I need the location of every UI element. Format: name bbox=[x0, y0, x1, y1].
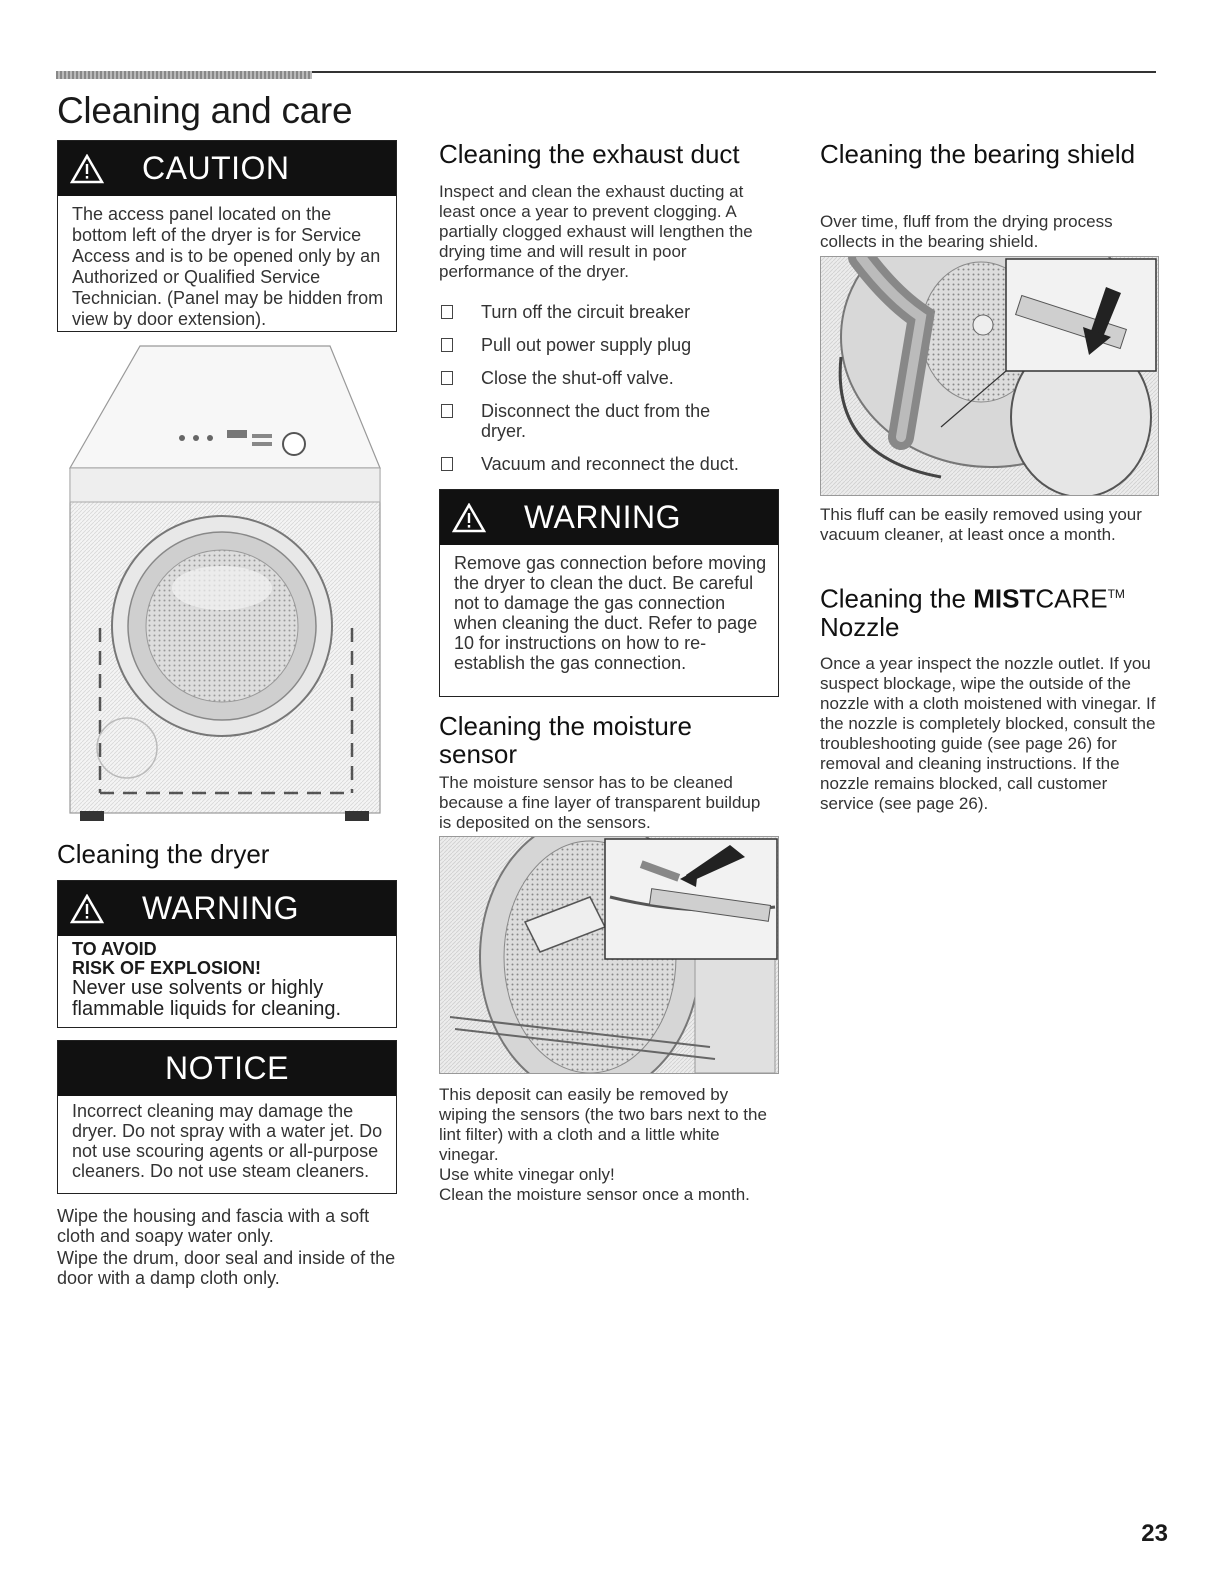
moisture-after-2: Use white vinegar only! bbox=[439, 1165, 615, 1184]
exhaust-steps-list bbox=[439, 302, 779, 487]
notice-text: Incorrect cleaning may damage the dryer. Do not spray with a water jet. Do not use scouring agents or all-purpose cleaners. Do not use steam cleaners. bbox=[72, 1101, 383, 1181]
exhaust-duct-intro: Inspect and clean the exhaust ducting at least once a year to prevent clogging. A partially clogged exhaust will lengthen the drying time and will result in poor performance of the dryer. bbox=[439, 182, 753, 281]
checkbox-icon bbox=[441, 457, 453, 471]
checkbox-icon bbox=[441, 404, 453, 418]
duct-warning-box bbox=[439, 489, 779, 697]
caution-box bbox=[57, 140, 397, 332]
mistcare-heading: Cleaning the MISTCARE™ Nozzle bbox=[820, 583, 1125, 642]
warning-line-2: RISK OF EXPLOSION! bbox=[72, 958, 262, 978]
list-item: Turn off the circuit breaker bbox=[439, 302, 779, 322]
checkbox-icon bbox=[441, 338, 453, 352]
warning-triangle-icon bbox=[70, 894, 104, 924]
page-number: 23 bbox=[1141, 1520, 1168, 1547]
dryer-illustration bbox=[62, 338, 387, 828]
moisture-after-1: This deposit can easily be removed by wiping the sensors (the two bars next to the lint filter) with a cloth and a little white vinegar. bbox=[439, 1085, 767, 1164]
dryer-warning-header bbox=[58, 881, 396, 936]
bearing-shield-illustration bbox=[820, 256, 1159, 496]
warning-line-1: TO AVOID bbox=[72, 939, 157, 959]
mistcare-text: Once a year inspect the nozzle outlet. If you suspect blockage, wipe the outside of the nozzle with a cloth moistened with vinegar. If the nozzle is completely blocked, consult the troubleshooting guide (see page 26) for removal and cleaning instructions. If the nozzle remains blocked, call customer service (see page 26). bbox=[820, 654, 1156, 813]
caution-label: CAUTION bbox=[142, 150, 290, 186]
list-item: Close the shut-off valve. bbox=[439, 368, 779, 388]
caution-header bbox=[58, 141, 396, 196]
dryer-para-1: Wipe the housing and fascia with a soft cloth and soapy water only. bbox=[57, 1206, 370, 1246]
warning-triangle-icon bbox=[452, 503, 486, 533]
moisture-sensor-heading: Cleaning the moisture sensor bbox=[439, 711, 692, 769]
cleaning-dryer-heading: Cleaning the dryer bbox=[57, 839, 270, 869]
checkbox-icon bbox=[441, 305, 453, 319]
dryer-warning-box bbox=[57, 880, 397, 1028]
header-accent-bar bbox=[56, 71, 312, 79]
list-item: Pull out power supply plug bbox=[439, 335, 779, 355]
notice-label: NOTICE bbox=[165, 1050, 289, 1086]
bearing-shield-intro: Over time, fluff from the drying process collects in the bearing shield. bbox=[820, 212, 1113, 251]
moisture-sensor-intro: The moisture sensor has to be cleaned because a fine layer of transparent buildup is deposited on the sensors. bbox=[439, 773, 761, 832]
moisture-sensor-illustration bbox=[439, 836, 779, 1074]
moisture-after-3: Clean the moisture sensor once a month. bbox=[439, 1185, 750, 1204]
exhaust-duct-heading: Cleaning the exhaust duct bbox=[439, 139, 740, 169]
notice-header bbox=[58, 1041, 396, 1096]
duct-warning-text: Remove gas connection before moving the dryer to clean the duct. Be careful not to damage the gas connection when cleaning the duct. Refer to page 10 for instructions on how to re-establish the gas connection. bbox=[454, 553, 767, 673]
list-item: Disconnect the duct from the dryer. bbox=[439, 401, 779, 441]
caution-text: The access panel located on the bottom left of the dryer is for Service Access and is to be opened only by an Authorized or Qualified Service Technician. (Panel may be hidden from view by door extension). bbox=[72, 204, 384, 329]
bearing-shield-heading: Cleaning the bearing shield bbox=[820, 139, 1136, 169]
page-title: Cleaning and care bbox=[57, 90, 353, 131]
bearing-shield-after: This fluff can be easily removed using your vacuum cleaner, at least once a month. bbox=[820, 505, 1142, 544]
dryer-warning-text: Never use solvents or highly flammable liquids for cleaning. bbox=[72, 977, 342, 1020]
list-item: Vacuum and reconnect the duct. bbox=[439, 454, 779, 474]
dryer-warning-label: WARNING bbox=[142, 890, 299, 926]
duct-warning-label: WARNING bbox=[524, 499, 681, 535]
checkbox-icon bbox=[441, 371, 453, 385]
warning-triangle-icon bbox=[70, 154, 104, 184]
dryer-para-2: Wipe the drum, door seal and inside of the door with a damp cloth only. bbox=[57, 1248, 396, 1288]
duct-warning-header bbox=[440, 490, 778, 545]
notice-box bbox=[57, 1040, 397, 1194]
